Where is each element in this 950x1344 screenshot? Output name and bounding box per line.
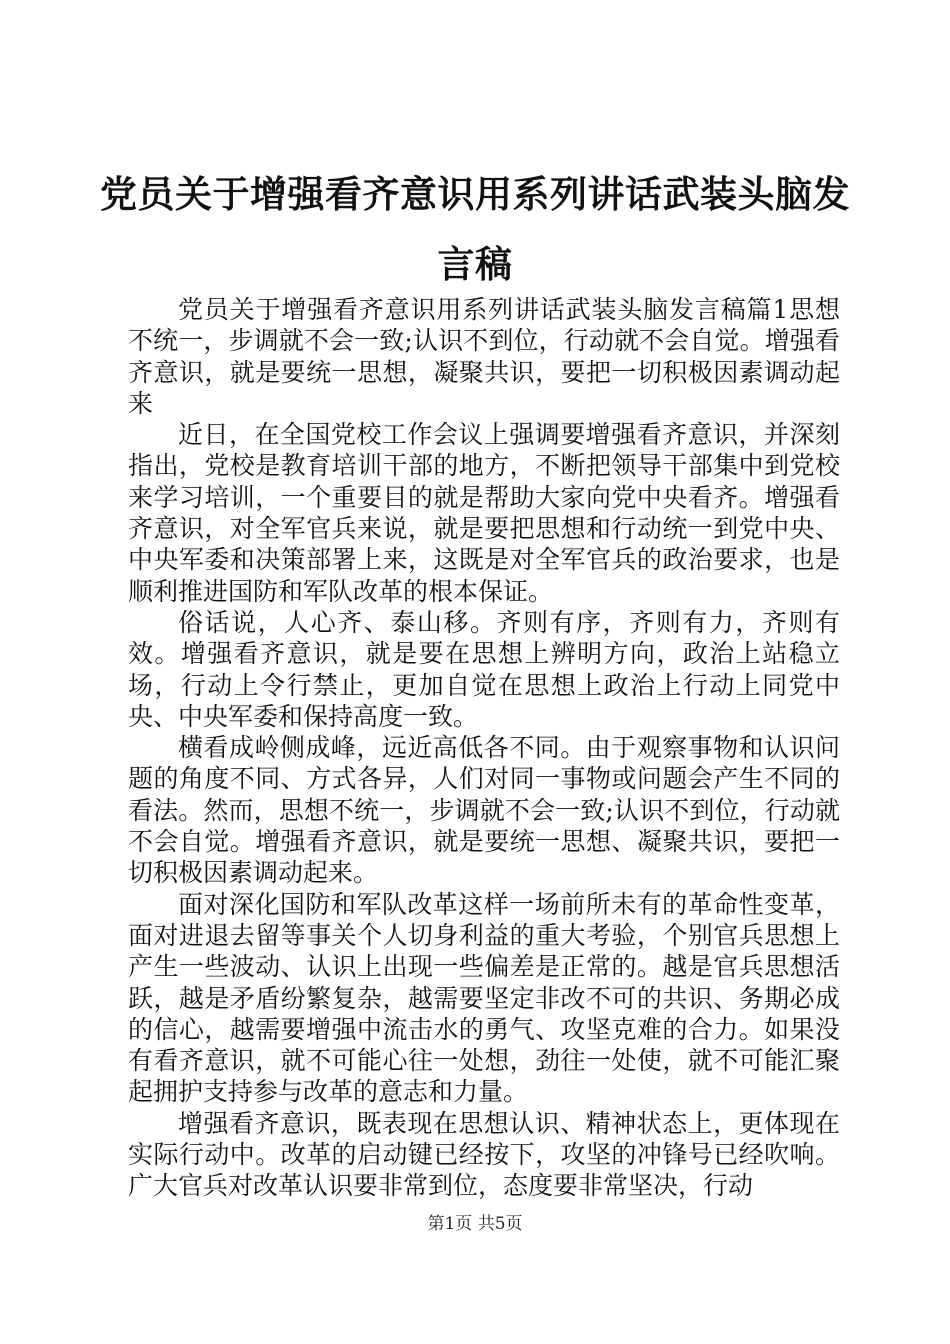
page-footer: 第1页 共5页 [427, 1214, 523, 1234]
document-body [128, 294, 840, 1202]
paragraph: 近日，在全国党校工作会议上强调要增强看齐意识，并深刻指出，党校是教育培训干部的地方，不断把领导干部集中到党校来学习培训，一个重要目的就是帮助大家向党中央看齐。增强看齐意识，对全军官兵来说，就是要把思想和行动统一到党中央、中央军委和决策部署上来，这既是对全军官兵的政治要求，也是顺利推进国防和军队改革的根本保证。 [128, 420, 840, 606]
paragraph: 党员关于增强看齐意识用系列讲话武装头脑发言稿篇1思想不统一，步调就不会一致;认识不到位，行动就不会自觉。增强看齐意识，就是要统一思想，凝聚共识，要把一切积极因素调动起来 [128, 295, 840, 418]
document-title: 党员关于增强看齐意识用系列讲话武装头脑发言稿 [100, 173, 850, 286]
paragraph: 增强看齐意识，既表现在思想认识、精神状态上，更体现在实际行动中。改革的启动键已经按下，攻坚的冲锋号已经吹响。广大官兵对改革认识要非常到位，态度要非常坚决，行动 [128, 1108, 840, 1201]
paragraph: 俗话说，人心齐、泰山移。齐则有序，齐则有力，齐则有效。增强看齐意识，就是要在思想上辨明方向，政治上站稳立场，行动上令行禁止，更加自觉在思想上政治上行动上同党中央、中央军委和保持高度一致。 [128, 607, 840, 731]
paragraph: 横看成岭侧成峰，远近高低各不同。由于观察事物和认识问题的角度不同、方式各异，人们对同一事物或问题会产生不同的看法。然而，思想不统一，步调就不会一致;认识不到位，行动就不会自觉。增强看齐意识，就是要统一思想、凝聚共识，要把一切积极因素调动起来。 [128, 733, 840, 888]
paragraph: 面对深化国防和军队改革这样一场前所未有的革命性变革，面对进退去留等事关个人切身利益的重大考验，个别官兵思想上产生一些波动、认识上出现一些偏差是正常的。越是官兵思想活跃，越是矛盾纷繁复杂，越需要坚定非改不可的共识、务期必成的信心，越需要增强中流击水的勇气、攻坚克难的合力。如果没有看齐意识，就不可能心往一处想，劲往一处使，就不可能汇聚起拥护支持参与改革的意志和力量。 [128, 889, 840, 1107]
